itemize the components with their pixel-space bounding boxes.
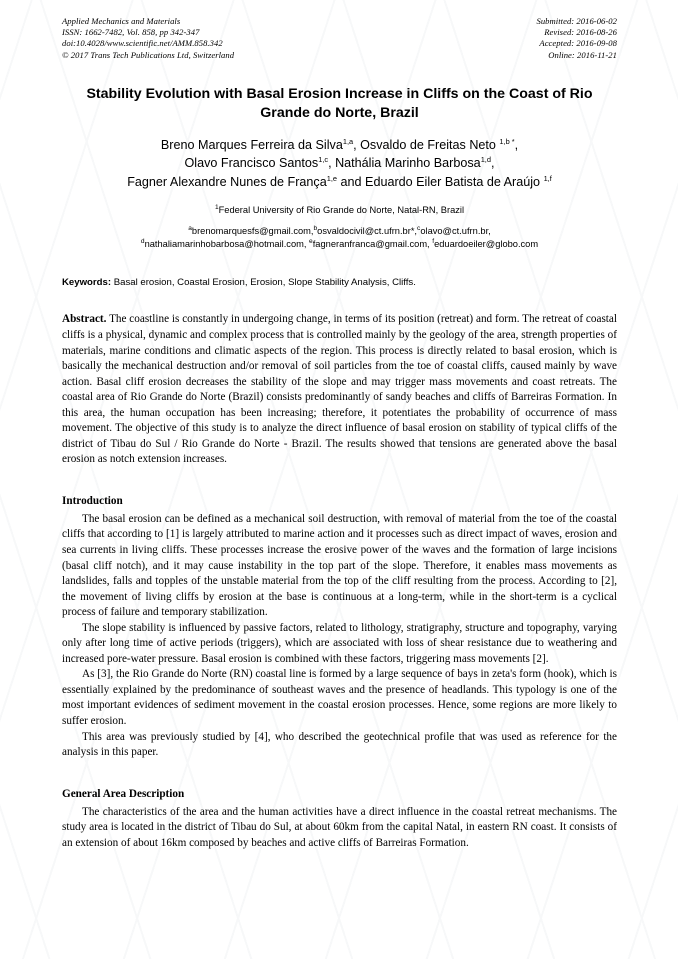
email-line-1 xyxy=(62,225,617,238)
email-marker-e: e xyxy=(309,237,313,245)
author-line-2-end: , xyxy=(490,156,495,171)
journal-name: Applied Mechanics and Materials xyxy=(62,16,181,26)
abstract-label: Abstract. xyxy=(62,313,107,326)
author-list xyxy=(62,136,617,192)
affiliation-marker: 1 xyxy=(214,203,219,211)
journal-doi: doi:10.4028/www.scientific.net/AMM.858.342 xyxy=(62,38,223,49)
email-marker-a: a xyxy=(188,224,192,232)
journal-copyright: © 2017 Trans Tech Publications Ltd, Switzerland xyxy=(62,49,235,60)
email-santos[interactable]: olavo@ct.ufrn.br, xyxy=(420,225,491,236)
author-araujo: and Eduardo Eiler Batista de Araújo xyxy=(337,175,544,189)
affiliation xyxy=(62,204,617,217)
author-line-2 xyxy=(62,154,617,173)
author-silva: Breno Marques Ferreira da Silva xyxy=(160,137,343,152)
keywords-value: Basal erosion, Coastal Erosion, Erosion, Slope Stability Analysis, Cliffs. xyxy=(111,277,416,289)
abstract-text: The coastline is constantly in undergoing change, in terms of its position (retreat) and form. The retreat of coastal cliffs is a physical, dynamic and complex process that is controlled mainly by the geology of the area, strength properties of materials, marine conditions and climatic aspects of the region. This process is directly related to basal erosion, which is basically the mechanical destruction and/or removal of soil particles from the toe of coastal cliffs, caused mainly by wave action. Basal cliff erosion decreases the stability of the slope and may trigger mass movements and coast retreats. The coastal area of Rio Grande do Norte (Brazil) consists predominantly of sandy beaches and cliffs of Barreiras Formation. In this area, the human occupation has been increasing; therefore, it potentiates the probability of occurrence of mass movement. The objective of this study is to analyze the direct influence of basal erosion on stability of typical cliffs of the district of Tibau do Sul / Rio Grande do Norte - Brazil. The results showed that tensions are generated above the basal erosion as notch extension increases. xyxy=(62,313,617,466)
author-barbosa-marker: 1,d xyxy=(480,155,491,165)
date-online: Online: 2016-11-21 xyxy=(548,49,617,60)
affiliation-text: Federal University of Rio Grande do Norte, Natal-RN, Brazil xyxy=(218,204,465,215)
introduction-paragraph-3: As [3], the Rio Grande do Norte (RN) coastal line is formed by a large sequence of bays in zeta's form (hook), which is essentially explained by the predominance of southeast waves and the presence of headlands. This typology is one of the most important evidences of sediment movement in the coastal erosion processes. Hence, some regions are more likely to suffer erosion. xyxy=(62,668,617,727)
email-marker-f: f xyxy=(432,237,435,245)
email-neto[interactable]: osvaldocivil@ct.ufrn.br*, xyxy=(317,225,418,236)
abstract xyxy=(62,312,617,467)
date-submitted: Submitted: 2016-06-02 xyxy=(536,16,617,26)
email-line-2 xyxy=(62,238,617,251)
author-line-1-end: , xyxy=(514,137,519,152)
author-santos-marker: 1,c xyxy=(318,155,329,165)
email-araujo[interactable]: eduardoeiler@globo.com xyxy=(434,239,539,249)
journal-issn-volume: ISSN: 1662-7482, Vol. 858, pp 342-347 xyxy=(62,27,200,38)
paper-title: Stability Evolution with Basal Erosion Increase in Cliffs on the Coast of Rio Grande do Norte, Brazil xyxy=(86,85,593,121)
journal-header-right xyxy=(536,16,617,61)
email-marker-c: c xyxy=(417,224,421,232)
date-revised: Revised: 2016-08-26 xyxy=(544,27,617,38)
keywords xyxy=(62,276,617,289)
email-marker-b: b xyxy=(313,224,318,232)
introduction-paragraph-4: This area was previously studied by [4], who described the geotechnical profile that was used as reference for the analysis in this paper. xyxy=(62,730,617,759)
author-santos: Olavo Francisco Santos xyxy=(184,156,319,171)
author-line-3 xyxy=(62,173,617,192)
section-heading-introduction: Introduction xyxy=(62,494,123,507)
journal-header xyxy=(62,16,617,61)
journal-header-left xyxy=(62,16,234,61)
author-franca: Fagner Alexandre Nunes de França xyxy=(127,175,327,189)
author-line-1 xyxy=(62,136,617,155)
author-franca-marker: 1,e xyxy=(326,173,338,183)
introduction-paragraph-2: The slope stability is influenced by passive factors, related to lithology, stratigraphy, structure and topography, varying only after long time of active periods (triggers), which are associated with loss of shear resistance due to weathering and increased pore-water pressure. Basal erosion is combined with these factors, triggering mass movements [2]. xyxy=(62,621,617,665)
date-accepted: Accepted: 2016-09-08 xyxy=(539,38,617,49)
author-emails xyxy=(62,225,617,252)
keywords-label: Keywords: xyxy=(62,277,112,289)
author-barbosa: , Nathália Marinho Barbosa xyxy=(328,156,481,171)
author-silva-marker: 1,a xyxy=(342,136,354,146)
introduction-paragraph-1: The basal erosion can be defined as a mechanical soil destruction, with removal of material from the toe of the coastal cliffs that according to [1] is largely attributed to marine action and it processes such as direct impact of waves, erosion and sea currents in living cliffs. These processes increase the erosive power of the waves and the formation of large incisions (basal cliff notch), and it may cause instability in the top part of the slope. Therefore, it enables mass movements as landslides, falls and topples of the unstable material from the top of the cliff resulting from the process. According to [2], the movement of living cliffs by erosion at the base is continuous at a long-term, while in the short-term is a cyclical process of failure and temporary stabilization. xyxy=(62,512,617,619)
author-neto: , Osvaldo de Freitas Neto xyxy=(353,137,500,152)
section-heading-general-area-description: General Area Description xyxy=(62,787,185,800)
email-marker-d: d xyxy=(140,237,145,245)
email-barbosa[interactable]: nathaliamarinhobarbosa@hotmail.com, xyxy=(144,239,310,249)
email-silva[interactable]: brenomarquesfs@gmail.com, xyxy=(191,225,314,236)
email-franca[interactable]: fagneranfranca@gmail.com, xyxy=(312,239,433,249)
author-neto-marker: 1,b * xyxy=(499,136,515,146)
author-araujo-marker: 1,f xyxy=(543,173,552,183)
general-area-paragraph-1: The characteristics of the area and the human activities have a direct influence in the coastal retreat mechanisms. The study area is located in the district of Tibau do Sul, at about 60km from the capital Natal, in eastern RN coast. It consists of an extension of about 16km composed by beaches and active cliffs of Barreiras Formation. xyxy=(62,805,617,849)
